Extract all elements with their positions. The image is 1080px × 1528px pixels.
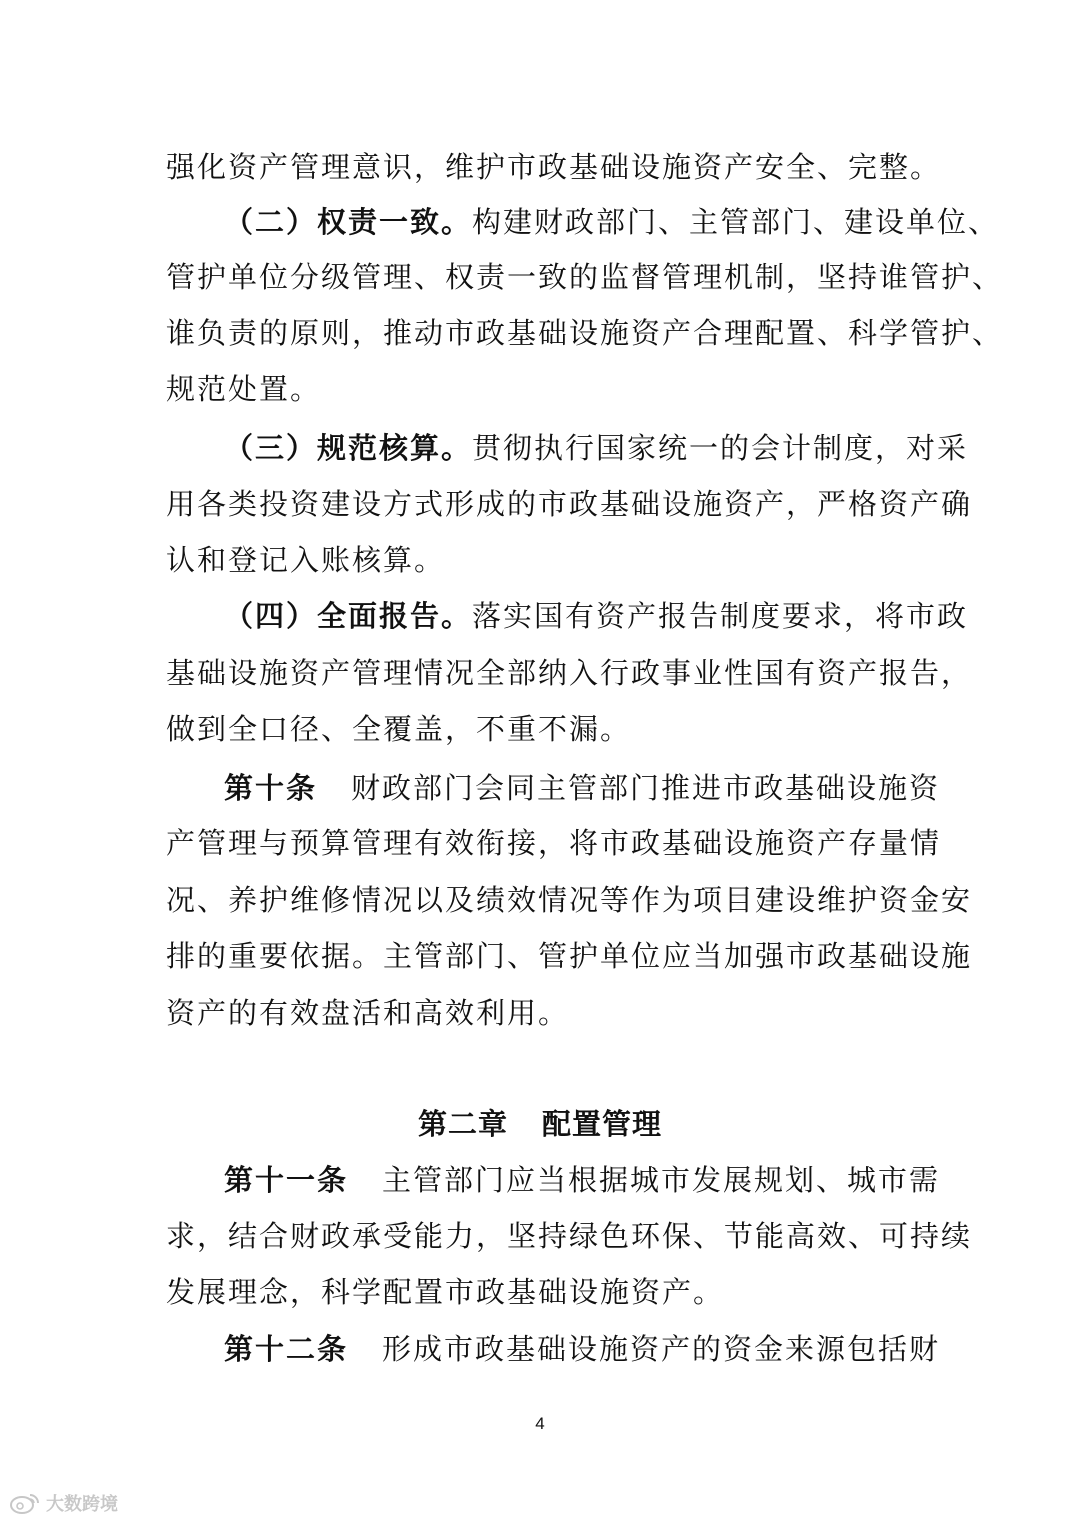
paragraph-line: 基础设施资产管理情况全部纳入行政事业性国有资产报告， [166,656,973,690]
paragraph-line: 况、养护维修情况以及绩效情况等作为项目建设维护资金安 [166,883,973,917]
item-heading: （四）全面报告。 [224,599,473,633]
watermark [8,1488,118,1518]
item-heading: （三）规范核算。 [224,431,473,465]
paragraph-line: 发展理念，科学配置市政基础设施资产。 [166,1275,725,1309]
chapter-number: 第二章 [417,1107,508,1141]
paragraph-line: 第十二条 形成市政基础设施资产的资金来源包括财 [224,1332,941,1366]
paragraph-line: （四）全面报告。落实国有资产报告制度要求，将市政 [224,599,969,633]
paragraph-line: 资产的有效盘活和高效利用。 [166,996,570,1030]
paragraph-line: 第十条 财政部门会同主管部门推进市政基础设施资 [224,771,941,805]
item-heading: （二）权责一致。 [224,205,473,239]
paragraph-line: 求，结合财政承受能力，坚持绿色环保、节能高效、可持续 [166,1219,973,1253]
paragraph-line: （三）规范核算。贯彻执行国家统一的会计制度，对采 [224,431,969,465]
page-number: 4 [535,1414,545,1433]
paragraph-line: 做到全口径、全覆盖，不重不漏。 [166,712,632,746]
paragraph-line: 认和登记入账核算。 [166,543,446,577]
paragraph-line: （二）权责一致。构建财政部门、主管部门、建设单位、 [224,205,1000,239]
paragraph-line: 用各类投资建设方式形成的市政基础设施资产，严格资产确 [166,487,973,521]
chapter-title: 配置管理 [542,1107,663,1141]
paragraph-line: 第十一条 主管部门应当根据城市发展规划、城市需 [224,1163,941,1197]
paragraph-line: 谁负责的原则，推动市政基础设施资产合理配置、科学管护、 [166,316,1004,350]
paragraph-line: 规范处置。 [166,372,322,406]
paragraph-line: 强化资产管理意识，维护市政基础设施资产安全、完整。 [166,150,942,184]
paragraph-line: 管护单位分级管理、权责一致的监督管理机制，坚持谁管护、 [166,260,1004,294]
article-heading: 第十一条 [224,1163,349,1197]
weibo-like-logo-icon [8,1491,42,1515]
paragraph-line: 排的重要依据。主管部门、管护单位应当加强市政基础设施 [166,939,973,973]
article-heading: 第十条 [224,771,318,805]
chapter-heading [0,1096,1080,1152]
article-heading: 第十二条 [224,1332,349,1366]
watermark-text: 大数跨境 [46,1494,118,1515]
paragraph-line: 产管理与预算管理有效衔接，将市政基础设施资产存量情 [166,826,942,860]
